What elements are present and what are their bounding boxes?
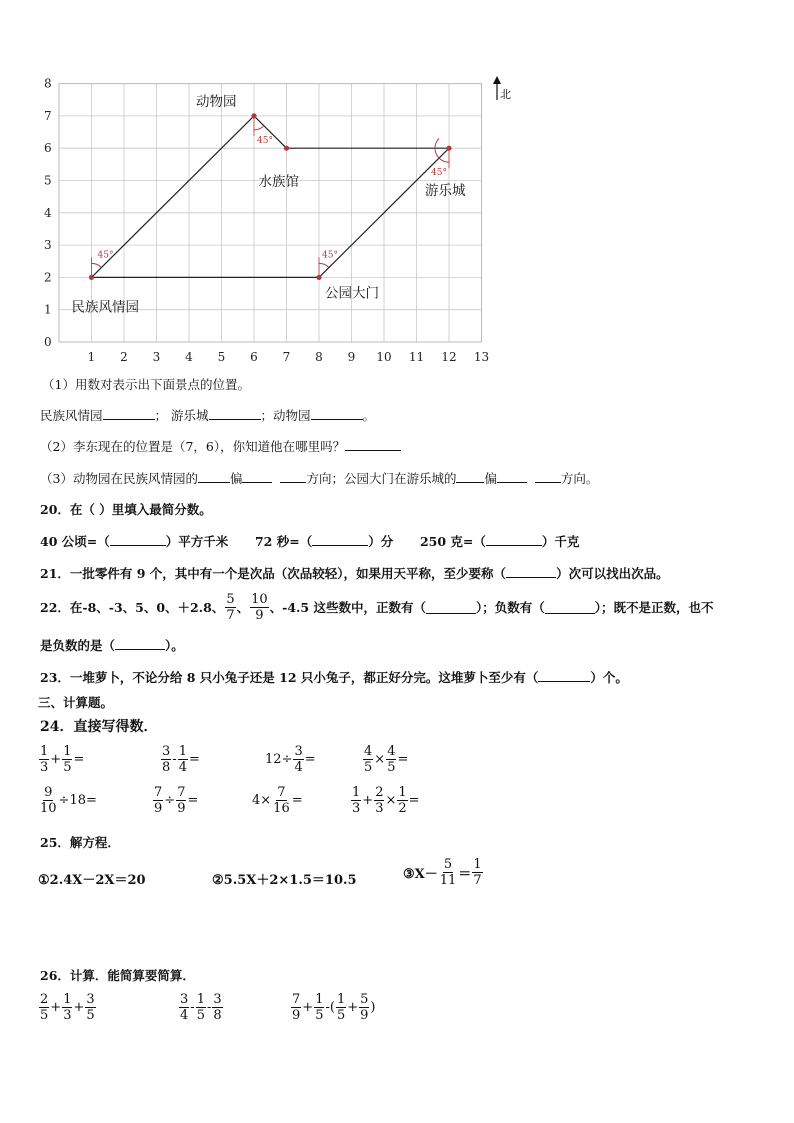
numerator: 10 bbox=[251, 591, 268, 607]
fraction bbox=[291, 993, 301, 1022]
q24-expr-3 bbox=[265, 745, 316, 774]
place-labels bbox=[72, 93, 466, 316]
fraction bbox=[359, 993, 369, 1022]
denominator: 5 bbox=[86, 1008, 95, 1023]
denominator: 9 bbox=[177, 801, 186, 816]
text: ）千克 bbox=[541, 534, 580, 549]
y-tick-label: 8 bbox=[44, 76, 52, 91]
fraction bbox=[62, 745, 72, 774]
operand: ÷18= bbox=[58, 793, 97, 808]
numerator: 1 bbox=[40, 744, 49, 759]
answer-blank[interactable] bbox=[311, 407, 363, 420]
text: 21．一批零件有 9 个，其中有一个是次品（次品较轻），如果用天平称，至少要称（ bbox=[40, 566, 507, 581]
numerator: 2 bbox=[375, 785, 384, 800]
denominator: 4 bbox=[178, 760, 187, 775]
numerator: 2 bbox=[40, 992, 49, 1007]
text: 250 克=（ bbox=[419, 534, 486, 549]
equals: = bbox=[188, 752, 200, 767]
x-tick-label: 5 bbox=[217, 350, 226, 364]
place-label: 公园大门 bbox=[325, 285, 379, 302]
numerator: 3 bbox=[162, 744, 171, 759]
route-line bbox=[92, 116, 255, 278]
numerator: 4 bbox=[387, 744, 396, 759]
answer-blank[interactable] bbox=[345, 438, 401, 451]
text: ）个。 bbox=[590, 670, 628, 685]
operand: 12÷ bbox=[265, 752, 293, 767]
y-tick-label: 4 bbox=[44, 205, 52, 220]
answer-blank[interactable] bbox=[486, 533, 542, 546]
fraction bbox=[250, 593, 269, 622]
denominator: 5 bbox=[40, 1008, 49, 1023]
equals: = bbox=[187, 793, 199, 808]
fraction bbox=[439, 858, 458, 887]
q24-expr-5 bbox=[38, 786, 97, 815]
fraction bbox=[397, 786, 407, 815]
denominator: 5 bbox=[364, 760, 373, 775]
fraction bbox=[386, 745, 396, 774]
text: ）；既不是正数，也不 bbox=[594, 600, 714, 615]
angle-label: 45° bbox=[257, 135, 273, 146]
q26-expr-1 bbox=[38, 993, 97, 1022]
answer-blank[interactable] bbox=[110, 533, 166, 546]
denominator: 5 bbox=[196, 1008, 205, 1023]
q24-expr-8 bbox=[350, 786, 420, 815]
q24-expr-1 bbox=[38, 745, 84, 774]
denominator: 9 bbox=[292, 1008, 301, 1023]
fraction bbox=[196, 993, 206, 1022]
place-point bbox=[89, 275, 94, 280]
text: 方向；公园大门在游乐城的 bbox=[306, 471, 457, 486]
place-label: 水族馆 bbox=[258, 174, 299, 191]
place-label: 民族风情园 bbox=[71, 299, 139, 316]
text: 40 公顷=（ bbox=[40, 534, 110, 549]
denominator: 3 bbox=[63, 1008, 72, 1023]
fraction bbox=[272, 786, 291, 815]
q24-expr-7 bbox=[252, 786, 303, 815]
text: 、-4.5 这些数中，正数有（ bbox=[269, 600, 426, 615]
q25-eq-2: ②5.5X＋2×1.5＝10.5 bbox=[212, 873, 357, 888]
operator: -( bbox=[325, 1000, 335, 1015]
q25-eq-1: ①2.4X－2X＝20 bbox=[38, 873, 146, 888]
numerator: 7 bbox=[292, 992, 301, 1007]
x-tick-label: 12 bbox=[441, 350, 457, 364]
x-tick-label: 2 bbox=[120, 350, 128, 364]
numerator: 3 bbox=[213, 992, 222, 1007]
equals: = bbox=[73, 752, 85, 767]
q24-expr-6 bbox=[152, 786, 198, 815]
fraction bbox=[161, 745, 171, 774]
x-tick-labels bbox=[88, 350, 489, 364]
x-tick-label: 10 bbox=[376, 350, 392, 364]
equals: = bbox=[397, 752, 409, 767]
north-arrow bbox=[493, 76, 511, 101]
answer-blank[interactable] bbox=[506, 565, 556, 578]
fraction bbox=[225, 593, 235, 622]
y-tick-label: 6 bbox=[44, 141, 52, 156]
denominator: 3 bbox=[40, 760, 49, 775]
label-youle: ； 游乐城 bbox=[154, 408, 209, 423]
q22-line1 bbox=[40, 588, 713, 626]
numerator: 1 bbox=[315, 992, 324, 1007]
denominator: 5 bbox=[315, 1008, 324, 1023]
numerator: 5 bbox=[360, 992, 369, 1007]
denominator: 9 bbox=[154, 801, 163, 816]
text: ）。 bbox=[165, 638, 184, 653]
numerator: 1 bbox=[398, 785, 407, 800]
numerator: 5 bbox=[226, 591, 235, 607]
y-tick-label: 2 bbox=[44, 270, 52, 285]
place-point bbox=[446, 146, 451, 151]
y-tick-label: 0 bbox=[44, 335, 52, 349]
place-point bbox=[316, 275, 321, 280]
fraction bbox=[176, 786, 186, 815]
equals: = bbox=[291, 793, 303, 808]
text: 偏 bbox=[484, 471, 497, 486]
angle-label: 45° bbox=[322, 250, 338, 261]
answer-blank[interactable] bbox=[535, 470, 561, 483]
answer-blank[interactable] bbox=[456, 470, 484, 483]
operator: + bbox=[50, 1000, 62, 1015]
numerator: 5 bbox=[443, 857, 453, 872]
text: （3）动物园在民族风情园的 bbox=[40, 471, 198, 486]
y-tick-label: 1 bbox=[44, 302, 52, 317]
q19-part2-text: （2）李东现在的位置是（7，6），你知道他在哪里吗？ bbox=[40, 439, 346, 454]
numerator: 1 bbox=[473, 857, 482, 872]
answer-blank[interactable] bbox=[545, 601, 595, 614]
angle-arc bbox=[254, 126, 264, 130]
operator: + bbox=[73, 1000, 85, 1015]
fraction bbox=[153, 786, 163, 815]
q25-eq-3 bbox=[403, 858, 484, 887]
fraction bbox=[39, 745, 49, 774]
numerator: 4 bbox=[364, 744, 373, 759]
period: 。 bbox=[362, 408, 376, 423]
text: 是负数的是（ bbox=[40, 638, 116, 653]
fraction bbox=[293, 745, 303, 774]
operator: - bbox=[206, 1000, 212, 1015]
q24-expr-4 bbox=[362, 745, 408, 774]
numerator: 7 bbox=[277, 785, 286, 800]
fraction bbox=[351, 786, 361, 815]
place-point bbox=[251, 113, 256, 118]
text: ）分 bbox=[368, 534, 394, 549]
denominator: 7 bbox=[473, 873, 482, 888]
place-label: 动物园 bbox=[196, 93, 237, 110]
text: ）平方千米 bbox=[165, 534, 229, 549]
numerator: 7 bbox=[154, 785, 163, 800]
answer-blank[interactable] bbox=[426, 601, 476, 614]
numerator: 3 bbox=[294, 744, 303, 759]
y-tick-label: 3 bbox=[44, 238, 52, 253]
q25-title: 25．解方程． bbox=[40, 835, 120, 850]
x-tick-label: 4 bbox=[185, 350, 193, 364]
denominator: 3 bbox=[375, 801, 384, 816]
q24-expr-2 bbox=[160, 745, 200, 774]
numerator: 1 bbox=[336, 992, 346, 1007]
q24-title: 24．直接写得数． bbox=[40, 719, 158, 735]
answer-blank[interactable] bbox=[538, 669, 590, 682]
answer-blank[interactable] bbox=[497, 470, 527, 483]
denominator: 2 bbox=[398, 801, 407, 816]
answer-blank[interactable] bbox=[103, 407, 155, 420]
text: ）次可以找出次品。 bbox=[556, 566, 669, 581]
fraction bbox=[314, 993, 324, 1022]
operator: × bbox=[385, 793, 397, 808]
text: 、 bbox=[236, 600, 250, 615]
label-dongwu: ；动物园 bbox=[260, 408, 311, 423]
fraction bbox=[178, 745, 188, 774]
answer-blank[interactable] bbox=[198, 470, 230, 483]
denominator: 5 bbox=[63, 760, 72, 775]
operator: × bbox=[374, 752, 386, 767]
x-tick-label: 6 bbox=[250, 350, 258, 364]
denominator: 7 bbox=[226, 607, 235, 623]
operator: + bbox=[347, 1000, 359, 1015]
denominator: 4 bbox=[180, 1008, 189, 1023]
numerator: 1 bbox=[178, 744, 187, 759]
denominator: 11 bbox=[439, 873, 457, 888]
operand: ③X－ bbox=[403, 867, 438, 882]
answer-blank[interactable] bbox=[280, 470, 306, 483]
fraction bbox=[363, 745, 373, 774]
operator: - bbox=[172, 752, 177, 767]
section-3-title: 三、计算题。 bbox=[38, 695, 114, 710]
operator: + bbox=[302, 1000, 314, 1015]
x-tick-label: 7 bbox=[282, 350, 291, 364]
place-point bbox=[284, 146, 289, 151]
q20-title: 20．在（ ）里填入最简分数。 bbox=[40, 502, 212, 517]
y-tick-label: 7 bbox=[44, 108, 52, 123]
angle-arc bbox=[92, 263, 102, 267]
text: 偏 bbox=[229, 471, 243, 486]
denominator: 5 bbox=[336, 1008, 346, 1023]
fraction bbox=[85, 993, 95, 1022]
angle-label: 45° bbox=[431, 168, 447, 179]
denominator: 10 bbox=[40, 801, 57, 816]
numerator: 1 bbox=[196, 992, 205, 1007]
denominator: 5 bbox=[387, 760, 396, 775]
numerator: 1 bbox=[63, 744, 72, 759]
fraction bbox=[336, 993, 346, 1022]
equals: = bbox=[304, 752, 316, 767]
numerator: 1 bbox=[63, 992, 72, 1007]
operator: + bbox=[362, 793, 374, 808]
q19-part1: （1）用数对表示出下面景点的位置。 bbox=[42, 377, 250, 392]
fraction bbox=[39, 786, 58, 815]
answer-blank[interactable] bbox=[312, 533, 368, 546]
text: 方向。 bbox=[560, 471, 599, 486]
text: 22．在-8、-3、5、0、＋2.8、 bbox=[40, 600, 225, 615]
y-tick-labels bbox=[44, 77, 52, 349]
y-tick-label: 5 bbox=[44, 173, 52, 188]
operand: 4× bbox=[252, 793, 272, 808]
q19-part2 bbox=[40, 437, 401, 455]
numerator: 7 bbox=[177, 785, 186, 800]
equals: ＝ bbox=[458, 867, 472, 882]
text: ）；负数有（ bbox=[475, 600, 545, 615]
q21 bbox=[40, 564, 669, 582]
numerator: 9 bbox=[44, 785, 53, 800]
q23 bbox=[40, 668, 628, 686]
fraction bbox=[472, 858, 482, 887]
x-tick-label: 9 bbox=[347, 350, 356, 364]
q19-part1-answers bbox=[40, 406, 375, 424]
equals: = bbox=[408, 793, 420, 808]
q20-items bbox=[40, 532, 579, 550]
q22-line2 bbox=[40, 636, 184, 654]
north-label: 北 bbox=[500, 88, 511, 101]
fraction bbox=[212, 993, 222, 1022]
answer-blank[interactable] bbox=[115, 637, 165, 650]
operator: - bbox=[190, 1000, 195, 1015]
angle-label: 45° bbox=[97, 250, 114, 261]
denominator: 8 bbox=[162, 760, 171, 775]
x-tick-label: 8 bbox=[315, 350, 323, 364]
x-tick-label: 3 bbox=[152, 350, 161, 364]
text: 23．一堆萝卜，不论分给 8 只小兔子还是 12 只小兔子，都正好分完。这堆萝卜至少有（ bbox=[40, 670, 539, 685]
fraction bbox=[179, 993, 189, 1022]
denominator: 8 bbox=[213, 1008, 222, 1023]
answer-blank[interactable] bbox=[242, 470, 272, 483]
q19-part3 bbox=[40, 469, 598, 487]
fraction bbox=[39, 993, 49, 1022]
q26-expr-3 bbox=[290, 993, 375, 1022]
q26-expr-2 bbox=[178, 993, 224, 1022]
operator: + bbox=[50, 752, 62, 767]
denominator: 9 bbox=[255, 607, 264, 623]
q26-title: 26．计算．能简算要简算． bbox=[40, 968, 195, 983]
numerator: 1 bbox=[352, 785, 361, 800]
label-minzu: 民族风情园 bbox=[40, 408, 103, 423]
numerator: 3 bbox=[86, 992, 95, 1007]
operator: ÷ bbox=[164, 793, 176, 808]
operator: ) bbox=[370, 1000, 376, 1015]
fraction bbox=[374, 786, 384, 815]
denominator: 16 bbox=[273, 801, 290, 816]
angle-arc bbox=[319, 263, 329, 267]
x-tick-label: 1 bbox=[87, 350, 96, 364]
numerator: 3 bbox=[180, 992, 189, 1007]
denominator: 4 bbox=[294, 760, 303, 775]
angle-marks bbox=[92, 116, 450, 278]
answer-blank[interactable] bbox=[209, 407, 261, 420]
denominator: 3 bbox=[352, 801, 361, 816]
x-tick-label: 13 bbox=[473, 350, 490, 364]
x-tick-label: 11 bbox=[408, 350, 425, 364]
text: 72 秒=（ bbox=[254, 534, 313, 549]
coordinate-map bbox=[0, 0, 794, 370]
denominator: 9 bbox=[360, 1008, 369, 1023]
place-label: 游乐城 bbox=[425, 183, 466, 200]
fraction bbox=[62, 993, 72, 1022]
